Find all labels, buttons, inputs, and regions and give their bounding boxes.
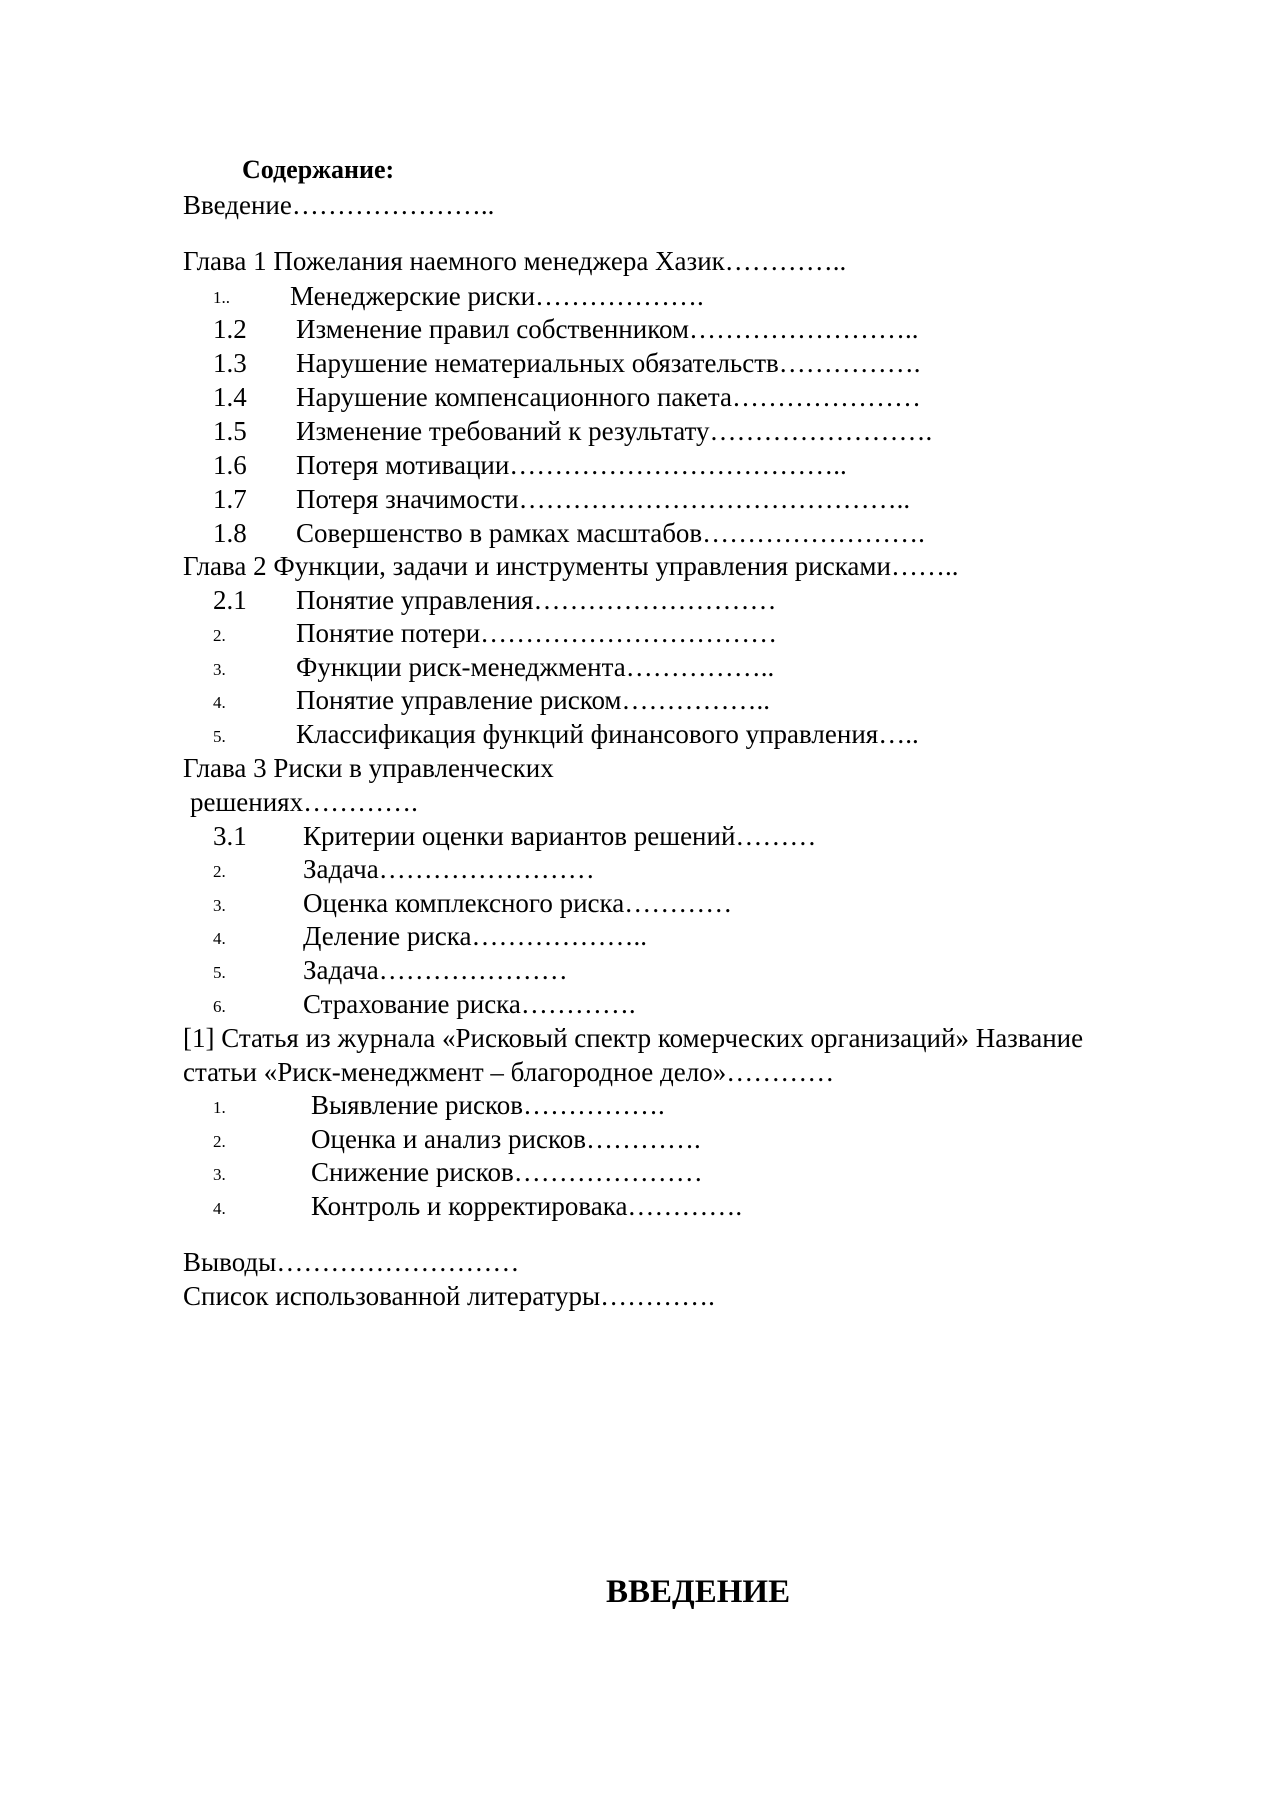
toc-title: Содержание:	[242, 155, 395, 184]
toc-ch1-item3-text: Нарушение нематериальных обязательств…………….	[296, 348, 921, 378]
toc-ch3-item6-number: 6.	[213, 997, 226, 1016]
toc-references: Список использованной литературы………….	[183, 1281, 715, 1311]
toc-ch3-item4-text: Деление риска………………..	[303, 921, 647, 951]
toc-ch1-item1-number: 1..	[213, 288, 230, 307]
toc-ch2-item2-number: 2.	[213, 626, 226, 645]
toc-ch2-item1-text: Понятие управления………………………	[296, 585, 777, 615]
toc-article-item2-number: 2.	[213, 1132, 226, 1151]
toc-ch1-item6-text: Потеря мотивации………………………………..	[296, 450, 847, 480]
toc-ch1-item8-text: Совершенство в рамках масштабов…………………….	[296, 518, 925, 548]
toc-article-item1-number: 1.	[213, 1098, 226, 1117]
toc-article-title-line1: [1] Статья из журнала «Рисковый спектр комерческих организаций» Название	[183, 1023, 1084, 1053]
toc-ch1-item6-number: 1.6	[213, 450, 247, 480]
toc-ch1-item2-text: Изменение правил собственником……………………..	[296, 314, 919, 344]
toc-ch1-item7-number: 1.7	[213, 484, 247, 514]
toc-ch1-item4-number: 1.4	[213, 382, 247, 412]
toc-ch3-item5-text: Задача…………………	[303, 955, 568, 985]
toc-ch3-item1-text: Критерии оценки вариантов решений………	[303, 821, 817, 851]
toc-ch1-item8-number: 1.8	[213, 518, 247, 548]
toc-ch3-item6-text: Страхование риска………….	[303, 989, 636, 1019]
toc-article-item4-text: Контроль и корректировака………….	[311, 1191, 743, 1221]
toc-ch2-item4-text: Понятие управление риском……………..	[296, 685, 771, 715]
toc-ch1-item4-text: Нарушение компенсационного пакета…………………	[296, 382, 921, 412]
toc-ch2-item3-text: Функции риск-менеджмента……………..	[296, 652, 775, 682]
toc-ch2-item5-text: Классификация функций финансового управления…..	[296, 719, 919, 749]
toc-introduction: Введение…………………..	[183, 190, 495, 220]
toc-article-item3-number: 3.	[213, 1165, 226, 1184]
toc-ch3-item3-number: 3.	[213, 896, 226, 915]
toc-ch3-item4-number: 4.	[213, 929, 226, 948]
toc-chapter2-title: Глава 2 Функции, задачи и инструменты управления рисками……..	[183, 551, 959, 581]
toc-ch2-item5-number: 5.	[213, 727, 226, 746]
toc-ch2-item4-number: 4.	[213, 693, 226, 712]
toc-ch2-item1-number: 2.1	[213, 585, 247, 615]
toc-ch3-item2-number: 2.	[213, 862, 226, 881]
toc-article-item1-text: Выявление рисков…………….	[311, 1090, 665, 1120]
toc-ch1-item5-number: 1.5	[213, 416, 247, 446]
toc-chapter3-title-line1: Глава 3 Риски в управленческих	[183, 753, 554, 783]
toc-article-item3-text: Снижение рисков…………………	[311, 1157, 703, 1187]
toc-article-item4-number: 4.	[213, 1199, 226, 1218]
toc-ch3-item5-number: 5.	[213, 963, 226, 982]
toc-ch3-item1-number: 3.1	[213, 821, 247, 851]
toc-ch1-item7-text: Потеря значимости……………………………………..	[296, 484, 911, 514]
toc-chapter3-title-line2: решениях………….	[190, 787, 418, 817]
toc-article-item2-text: Оценка и анализ рисков………….	[311, 1124, 701, 1154]
toc-ch2-item3-number: 3.	[213, 660, 226, 679]
section-heading-introduction: ВВЕДЕНИЕ	[606, 1574, 791, 1610]
toc-ch1-item5-text: Изменение требований к результату…………………….	[296, 416, 933, 446]
toc-ch1-item1-text: Менеджерские риски……………….	[290, 281, 704, 311]
toc-chapter1-title: Глава 1 Пожелания наемного менеджера Хазик…………..	[183, 246, 847, 276]
toc-ch2-item2-text: Понятие потери……………………………	[296, 618, 778, 648]
toc-article-title-line2: статьи «Риск-менеджмент – благородное дело»…………	[183, 1057, 835, 1087]
toc-ch3-item2-text: Задача……………………	[303, 854, 595, 884]
toc-conclusions: Выводы………………………	[183, 1247, 520, 1277]
toc-ch1-item3-number: 1.3	[213, 348, 247, 378]
toc-ch3-item3-text: Оценка комплексного риска…………	[303, 888, 733, 918]
toc-ch1-item2-number: 1.2	[213, 314, 247, 344]
